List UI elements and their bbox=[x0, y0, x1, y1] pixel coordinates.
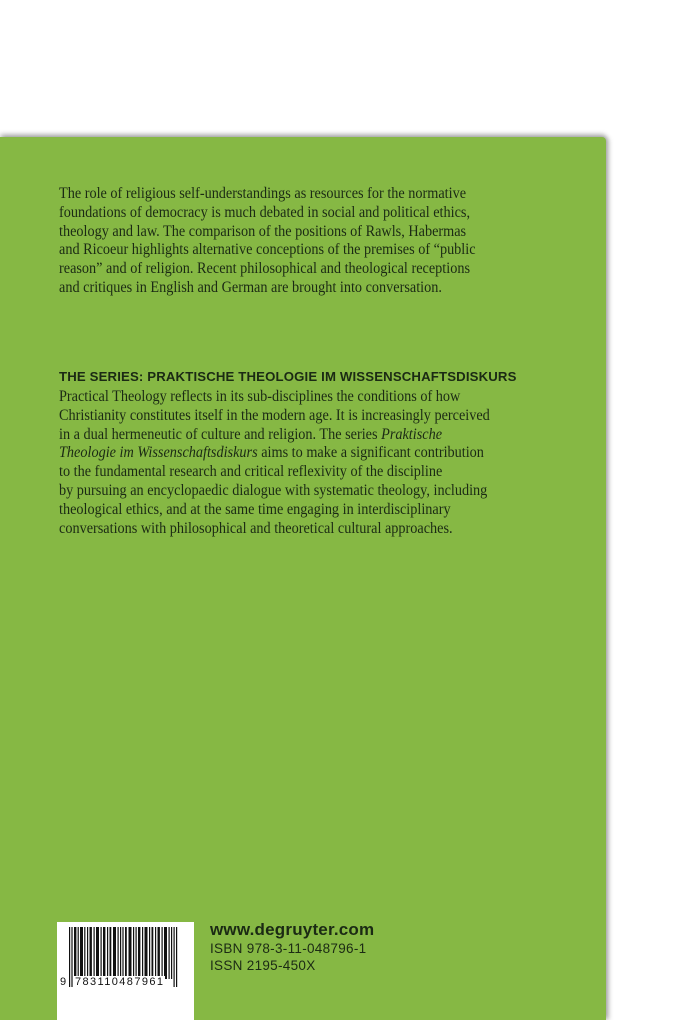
blurb-line: and Ricoeur highlights alternative conceptions of the premises of “public bbox=[59, 240, 476, 259]
blurb-line: The role of religious self-understandings as resources for the normative bbox=[59, 184, 467, 202]
series-heading: THE SERIES: PRAKTISCHE THEOLOGIE IM WISSENSCHAFTSDISKURS bbox=[59, 369, 517, 384]
series-title-italic: Theologie im Wissenschaftsdiskurs bbox=[59, 443, 258, 462]
blurb-line: theology and law. The comparison of the positions of Rawls, Habermas bbox=[59, 221, 467, 240]
series-text: aims to make a significant contribution bbox=[257, 443, 484, 462]
series-line bbox=[59, 443, 552, 462]
blurb-paragraph bbox=[59, 184, 552, 297]
series-line: Practical Theology reflects in its sub-disciplines the conditions of how bbox=[59, 387, 461, 405]
isbn-barcode bbox=[57, 922, 194, 1020]
isbn-text: ISBN 978-3-11-048796-1 bbox=[210, 941, 367, 956]
series-title-italic: Praktische bbox=[381, 424, 443, 443]
barcode-lead-digit: 9 bbox=[60, 976, 67, 988]
series-text: in a dual hermeneutic of culture and religion. The series bbox=[59, 424, 382, 443]
series-line: by pursuing an encyclopaedic dialogue with systematic theology, including bbox=[59, 480, 488, 499]
series-line: theological ethics, and at the same time engaging in interdisciplinary bbox=[59, 499, 451, 518]
blurb-line: and critiques in English and German are brought into conversation. bbox=[59, 277, 442, 296]
series-line: to the fundamental research and critical reflexivity of the discipline bbox=[59, 462, 443, 481]
series-description bbox=[59, 387, 552, 537]
publisher-info bbox=[210, 920, 374, 974]
blurb-line: reason” and of religion. Recent philosophical and theological receptions bbox=[59, 259, 471, 278]
series-line: conversations with philosophical and theoretical cultural approaches. bbox=[59, 518, 453, 537]
issn-text: ISSN 2195-450X bbox=[210, 958, 316, 973]
series-line bbox=[59, 425, 552, 444]
publisher-url[interactable]: www.degruyter.com bbox=[210, 920, 375, 939]
book-back-cover bbox=[0, 137, 606, 1020]
blurb-line: foundations of democracy is much debated in social and political ethics, bbox=[59, 202, 471, 221]
series-line: Christianity constitutes itself in the modern age. It is increasingly perceived bbox=[59, 405, 490, 424]
barcode-number: 783110487961 bbox=[75, 976, 165, 988]
